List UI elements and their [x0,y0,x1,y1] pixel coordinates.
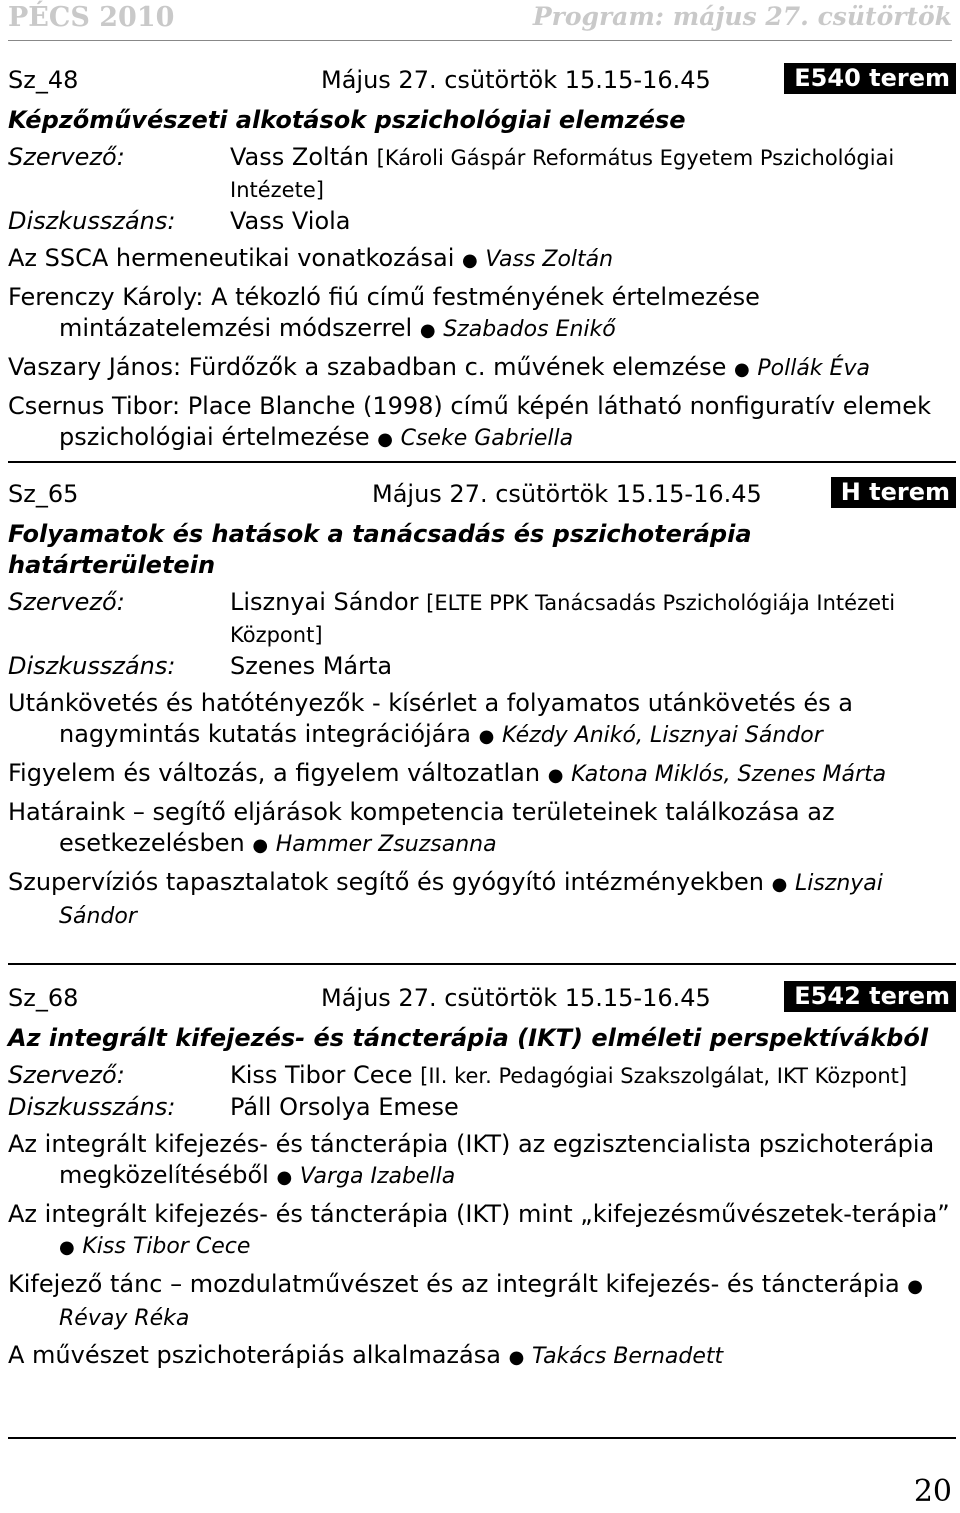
section-divider [8,1437,956,1439]
talk-item: A művészet pszichoterápiás alkalmazása ● Takács Bernadett [8,1341,724,1369]
page-header [8,0,952,41]
session-header [8,66,956,98]
header-right-title: Program: május 27. csütörtök [532,2,952,31]
header-left-title: PÉCS 2010 [8,2,175,33]
discussant-name: Páll Orsolya Emese [230,1093,459,1121]
talk-item: Az integrált kifejezés- és táncterápia (IKT) az egzisztencialista pszichoterápia megközelítéséből ● Varga Izabella [8,1130,935,1189]
session-title: Az integrált kifejezés- és táncterápia (IKT) elméleti perspektívákból [8,1024,929,1052]
talk-item: Az SSCA hermeneutikai vonatkozásai ● Vass Zoltán [8,244,614,272]
session-sz68 [8,984,956,1373]
room-badge: H terem [831,477,956,508]
session-date: Május 27. csütörtök 15.15-16.45 [321,66,711,94]
organizer-name: Vass Zoltán [230,143,370,171]
talk-author: Katona Miklós, Szenes Márta [571,762,887,787]
talk-title: Vaszary János: Fürdőzők a szabadban c. művének elemzése [8,353,727,381]
talk-item: Szupervíziós tapasztalatok segítő és gyógyító intézményekben ● Lisznyai Sándor [8,868,883,929]
discussant-row [8,1092,956,1123]
organizer-row [8,1060,956,1092]
session-title: Képzőművészeti alkotások pszichológiai elemzése [8,106,686,134]
talk-title: Az integrált kifejezés- és táncterápia (IKT) az egzisztencialista pszichoterápia megközelítéséből [8,1130,935,1189]
discussant-row [8,651,956,682]
organizer-name: Lisznyai Sándor [230,588,419,616]
room-badge: E540 terem [784,63,956,94]
talk-author: Pollák Éva [757,356,870,381]
discussant-row [8,206,956,237]
organizer-row [8,142,956,206]
talk-author: Varga Izabella [299,1164,456,1189]
talk-title: Az integrált kifejezés- és táncterápia (IKT) mint „kifejezésművészetek-terápia” [8,1200,950,1228]
organizer-institution: [Károli Gáspár Református Egyetem Pszichológiai Intézete] [230,146,895,202]
session-header [8,984,956,1016]
talk-item: Ferenczy Károly: A tékozló fiú című festményének értelmezése mintázatelemzési módszerrel ● Szabados Enikő [8,283,760,342]
talk-item: Csernus Tibor: Place Blanche (1998) című képén látható nonfiguratív elemek pszichológiai értelmezése ● Cseke Gabriella [8,392,931,451]
discussant-name: Vass Viola [230,207,351,235]
talk-item: Vaszary János: Fürdőzők a szabadban c. művének elemzése ● Pollák Éva [8,353,870,381]
discussant-label: Diszkusszáns: [8,207,176,235]
discussant-name: Szenes Márta [230,652,393,680]
talk-author: Kézdy Anikó, Lisznyai Sándor [501,723,823,748]
session-sz48 [8,66,956,455]
talk-item: Utánkövetés és hatótényezők - kísérlet a folyamatos utánkövetés és a nagymintás kutatás integrációjára ● Kézdy Anikó, Lisznyai Sándor [8,689,853,748]
organizer-label: Szervező: [8,1061,125,1089]
talk-title: Az SSCA hermeneutikai vonatkozásai [8,244,455,272]
talk-author: Szabados Enikő [443,317,616,342]
talk-item: Kifejező tánc – mozdulatművészet és az integrált kifejezés- és táncterápia ● Révay Réka [8,1270,924,1331]
talk-author: Révay Réka [59,1306,190,1331]
organizer-name: Kiss Tibor Cece [230,1061,413,1089]
talk-author: Lisznyai Sándor [59,871,883,929]
section-divider [8,963,956,965]
session-title: Folyamatok és hatások a tanácsadás és pszichoterápia határterületein [8,520,752,579]
session-date: Május 27. csütörtök 15.15-16.45 [372,480,762,508]
talk-author: Kiss Tibor Cece [82,1234,251,1259]
talk-author: Hammer Zsuzsanna [275,832,497,857]
session-header [8,480,956,512]
organizer-institution: [II. ker. Pedagógiai Szakszolgálat, IKT Központ] [420,1064,908,1088]
session-sz65 [8,480,956,932]
talk-title: Utánkövetés és hatótényezők - kísérlet a folyamatos utánkövetés és a nagymintás kutatás integrációjára [8,689,853,748]
organizer-label: Szervező: [8,143,125,171]
talk-item: Határaink – segítő eljárások kompetencia területeinek találkozása az esetkezelésben ● Hammer Zsuzsanna [8,798,835,857]
talk-title: Csernus Tibor: Place Blanche (1998) című képén látható nonfiguratív elemek pszichológiai értelmezése [8,392,931,451]
page-number: 20 [913,1474,952,1509]
talk-title: Kifejező tánc – mozdulatművészet és az integrált kifejezés- és táncterápia [8,1270,900,1298]
discussant-label: Diszkusszáns: [8,1093,176,1121]
talk-title: Ferenczy Károly: A tékozló fiú című festményének értelmezése mintázatelemzési módszerrel [8,283,760,342]
session-code: Sz_48 [8,66,79,94]
talk-author: Takács Bernadett [531,1344,724,1369]
talk-item: Az integrált kifejezés- és táncterápia (IKT) mint „kifejezésművészetek-terápia” ● Kiss Tibor Cece [8,1200,950,1259]
talk-author: Cseke Gabriella [400,426,574,451]
section-divider [8,461,956,463]
talk-title: A művészet pszichoterápiás alkalmazása [8,1341,501,1369]
talk-title: Határaink – segítő eljárások kompetencia területeinek találkozása az esetkezelésben [8,798,835,857]
talk-author: Vass Zoltán [485,247,614,272]
room-badge: E542 terem [784,981,956,1012]
organizer-institution: [ELTE PPK Tanácsadás Pszichológiája Intézeti Központ] [230,591,896,647]
talk-title: Szupervíziós tapasztalatok segítő és gyógyító intézményekben [8,868,764,896]
session-code: Sz_68 [8,984,79,1012]
session-code: Sz_65 [8,480,79,508]
organizer-row [8,587,956,651]
talk-title: Figyelem és változás, a figyelem változatlan [8,759,541,787]
discussant-label: Diszkusszáns: [8,652,176,680]
session-date: Május 27. csütörtök 15.15-16.45 [321,984,711,1012]
talk-item: Figyelem és változás, a figyelem változatlan ● Katona Miklós, Szenes Márta [8,759,887,787]
organizer-label: Szervező: [8,588,125,616]
